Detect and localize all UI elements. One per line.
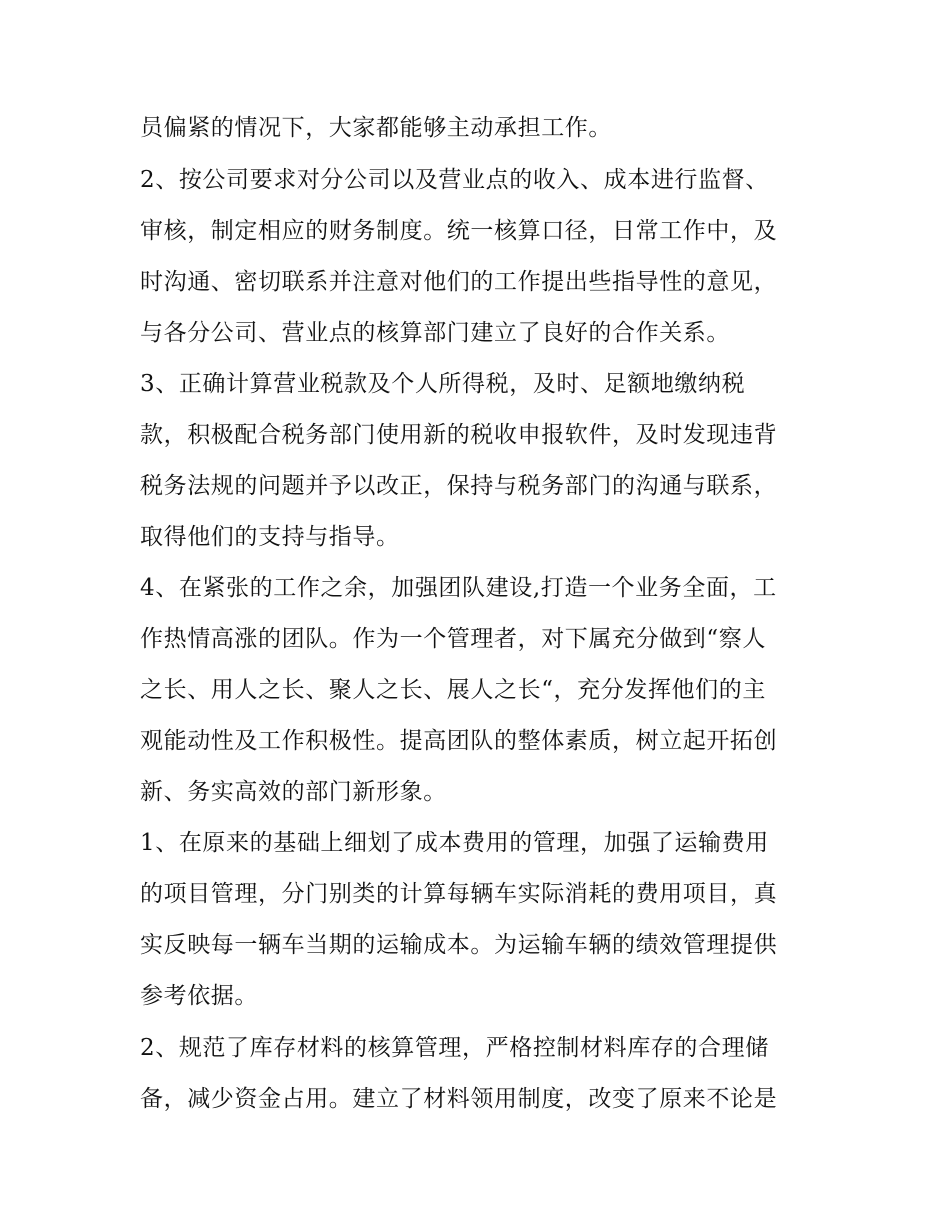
text-line: 作热情高涨的团队。作为一个管理者，对下属充分做到“察人 — [140, 626, 766, 652]
text-line: 备，减少资金占用。建立了材料领用制度，改变了原来不论是 — [140, 1086, 778, 1112]
text-line: 时沟通、密切联系并注意对他们的工作提出些指导性的意见， — [140, 269, 778, 295]
text-line: 税务法规的问题并予以改正，保持与税务部门的沟通与联系， — [140, 473, 778, 499]
text-line: 与各分公司、营业点的核算部门建立了良好的合作关系。 — [140, 320, 730, 346]
text-line: 实反映每一辆车当期的运输成本。为运输车辆的绩效管理提供 — [140, 932, 778, 958]
text-line: 参考依据。 — [140, 983, 258, 1009]
text-line: 观能动性及工作积极性。提高团队的整体素质，树立起开拓创 — [140, 728, 778, 754]
text-line: 取得他们的支持与指导。 — [140, 524, 400, 550]
text-line: 3、正确计算营业税款及个人所得税，及时、足额地缴纳税 — [140, 371, 746, 397]
text-line: 款，积极配合税务部门使用新的税收申报软件，及时发现违背 — [140, 422, 778, 448]
text-line: 新、务实高效的部门新形象。 — [140, 779, 447, 805]
text-line: 4、在紧张的工作之余，加强团队建设,打造一个业务全面，工 — [140, 575, 777, 601]
text-line: 员偏紧的情况下，大家都能够主动承担工作。 — [140, 115, 612, 141]
text-line: 2、按公司要求对分公司以及营业点的收入、成本进行监督、 — [140, 167, 769, 193]
text-line: 之长、用人之长、聚人之长、展人之长“，充分发挥他们的主 — [140, 677, 766, 703]
text-line: 的项目管理，分门别类的计算每辆车实际消耗的费用项目，真 — [140, 881, 778, 907]
text-line: 审核，制定相应的财务制度。统一核算口径，日常工作中，及 — [140, 218, 778, 244]
text-line: 1、在原来的基础上细划了成本费用的管理，加强了运输费用 — [140, 830, 769, 856]
text-line: 2、规范了库存材料的核算管理，严格控制材料库存的合理储 — [140, 1035, 769, 1061]
